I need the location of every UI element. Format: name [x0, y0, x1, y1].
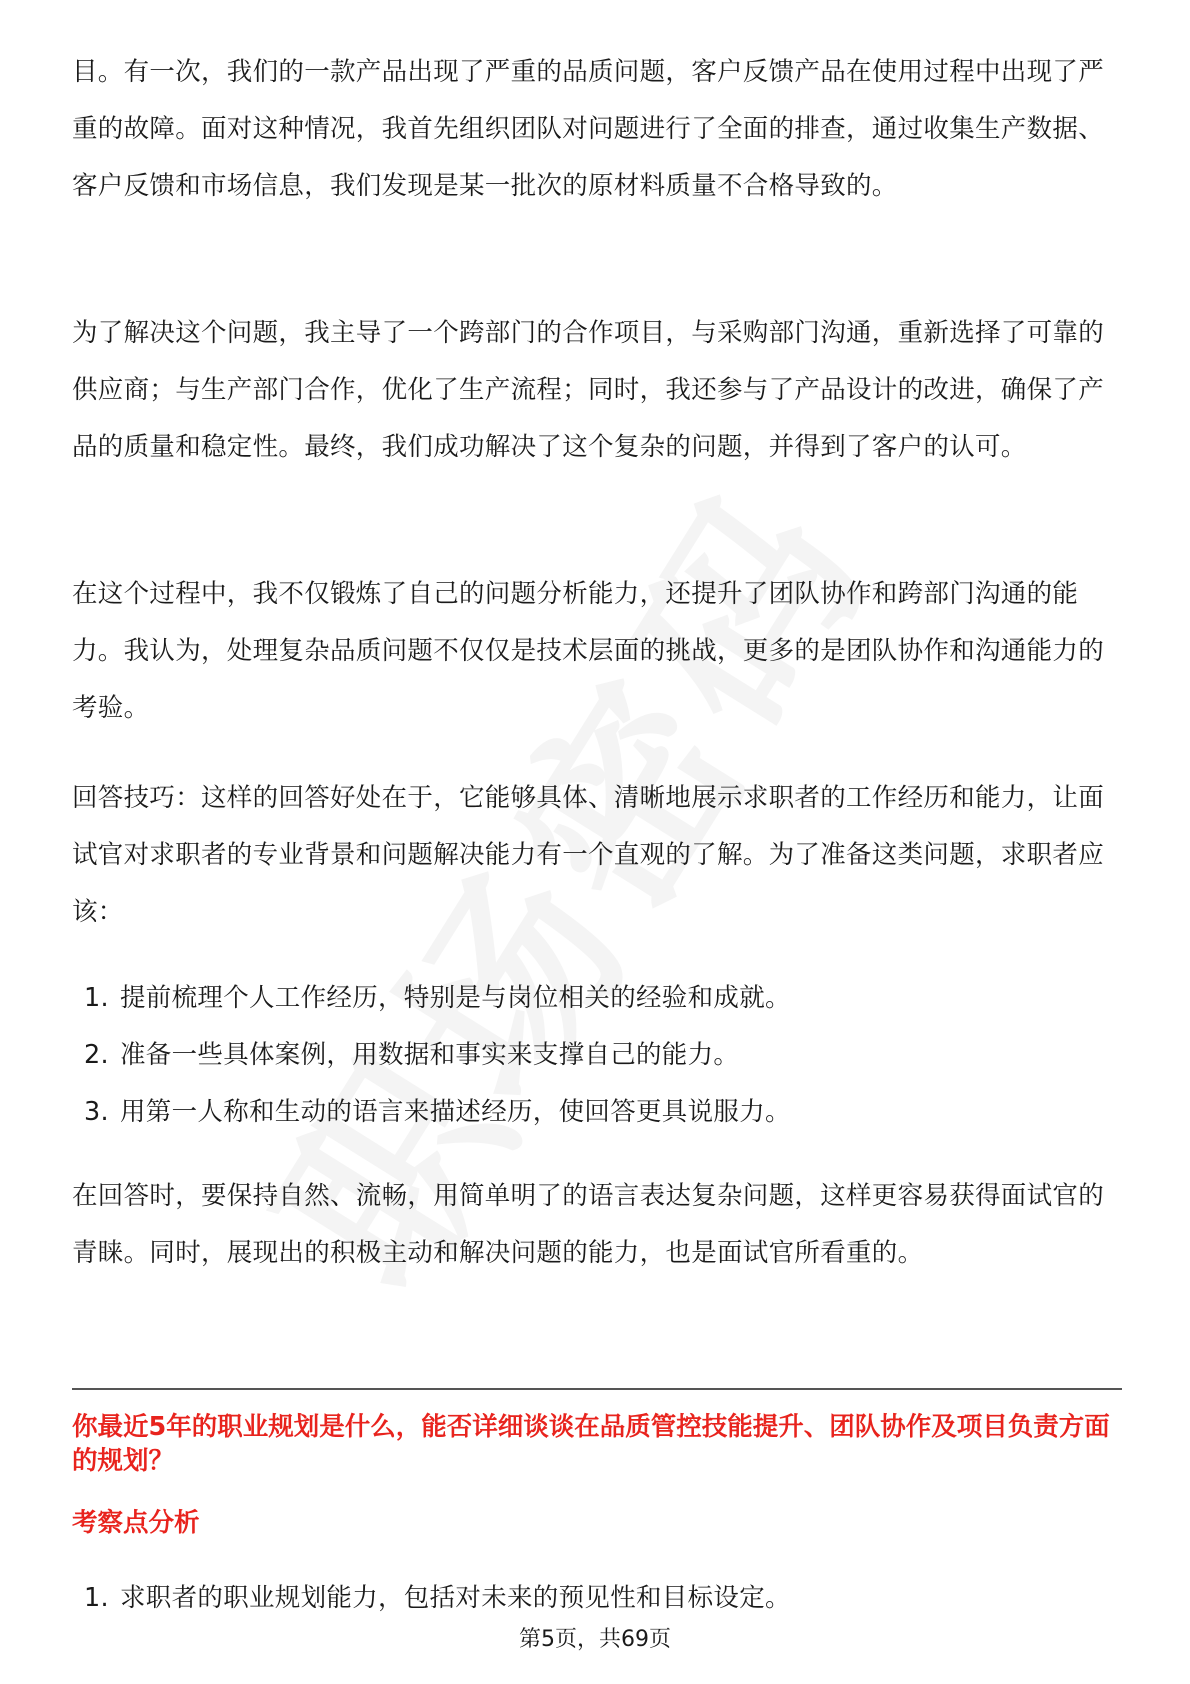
analysis-list	[84, 1570, 791, 1627]
analysis-subheading: 考察点分析	[72, 1508, 200, 1538]
paragraph-1: 目。有一次，我们的一款产品出现了严重的品质问题，客户反馈产品在使用过程中出现了严重的故障。面对这种情况，我首先组织团队对问题进行了全面的排查，通过收集生产数据、客户反馈和市场信息，我们发现是某一批次的原材料质量不合格导致的。	[72, 57, 1105, 201]
list-item: 2. 准备一些具体案例，用数据和事实来支撑自己的能力。	[84, 1040, 740, 1070]
list-item: 1. 提前梳理个人工作经历，特别是与岗位相关的经验和成就。	[84, 983, 791, 1013]
paragraph-2: 为了解决这个问题，我主导了一个跨部门的合作项目，与采购部门沟通，重新选择了可靠的供应商；与生产部门合作，优化了生产流程；同时，我还参与了产品设计的改进，确保了产品的质量和稳定性。最终，我们成功解决了这个复杂的问题，并得到了客户的认可。	[72, 318, 1105, 462]
answer-tips-paragraph: 回答技巧：这样的回答好处在于，它能够具体、清晰地展示求职者的工作经历和能力，让面试官对求职者的专业背景和问题解决能力有一个直观的了解。为了准备这类问题，求职者应该：	[72, 783, 1105, 927]
tips-list	[84, 970, 791, 1141]
paragraph-3: 在这个过程中，我不仅锻炼了自己的问题分析能力，还提升了团队协作和跨部门沟通的能力。我认为，处理复杂品质问题不仅仅是技术层面的挑战，更多的是团队协作和沟通能力的考验。	[72, 579, 1105, 723]
paragraph-5: 在回答时，要保持自然、流畅，用简单明了的语言表达复杂问题，这样更容易获得面试官的青睐。同时，展现出的积极主动和解决问题的能力，也是面试官所看重的。	[72, 1181, 1105, 1268]
list-item: 1. 求职者的职业规划能力，包括对未来的预见性和目标设定。	[84, 1583, 791, 1613]
section-divider	[72, 1388, 1122, 1390]
page-footer: 第5页，共69页	[519, 1627, 671, 1652]
question-heading: 你最近5年的职业规划是什么，能否详细谈谈在品质管控技能提升、团队协作及项目负责方面的规划？	[72, 1412, 1110, 1476]
list-item: 3. 用第一人称和生动的语言来描述经历，使回答更具说服力。	[84, 1097, 791, 1127]
